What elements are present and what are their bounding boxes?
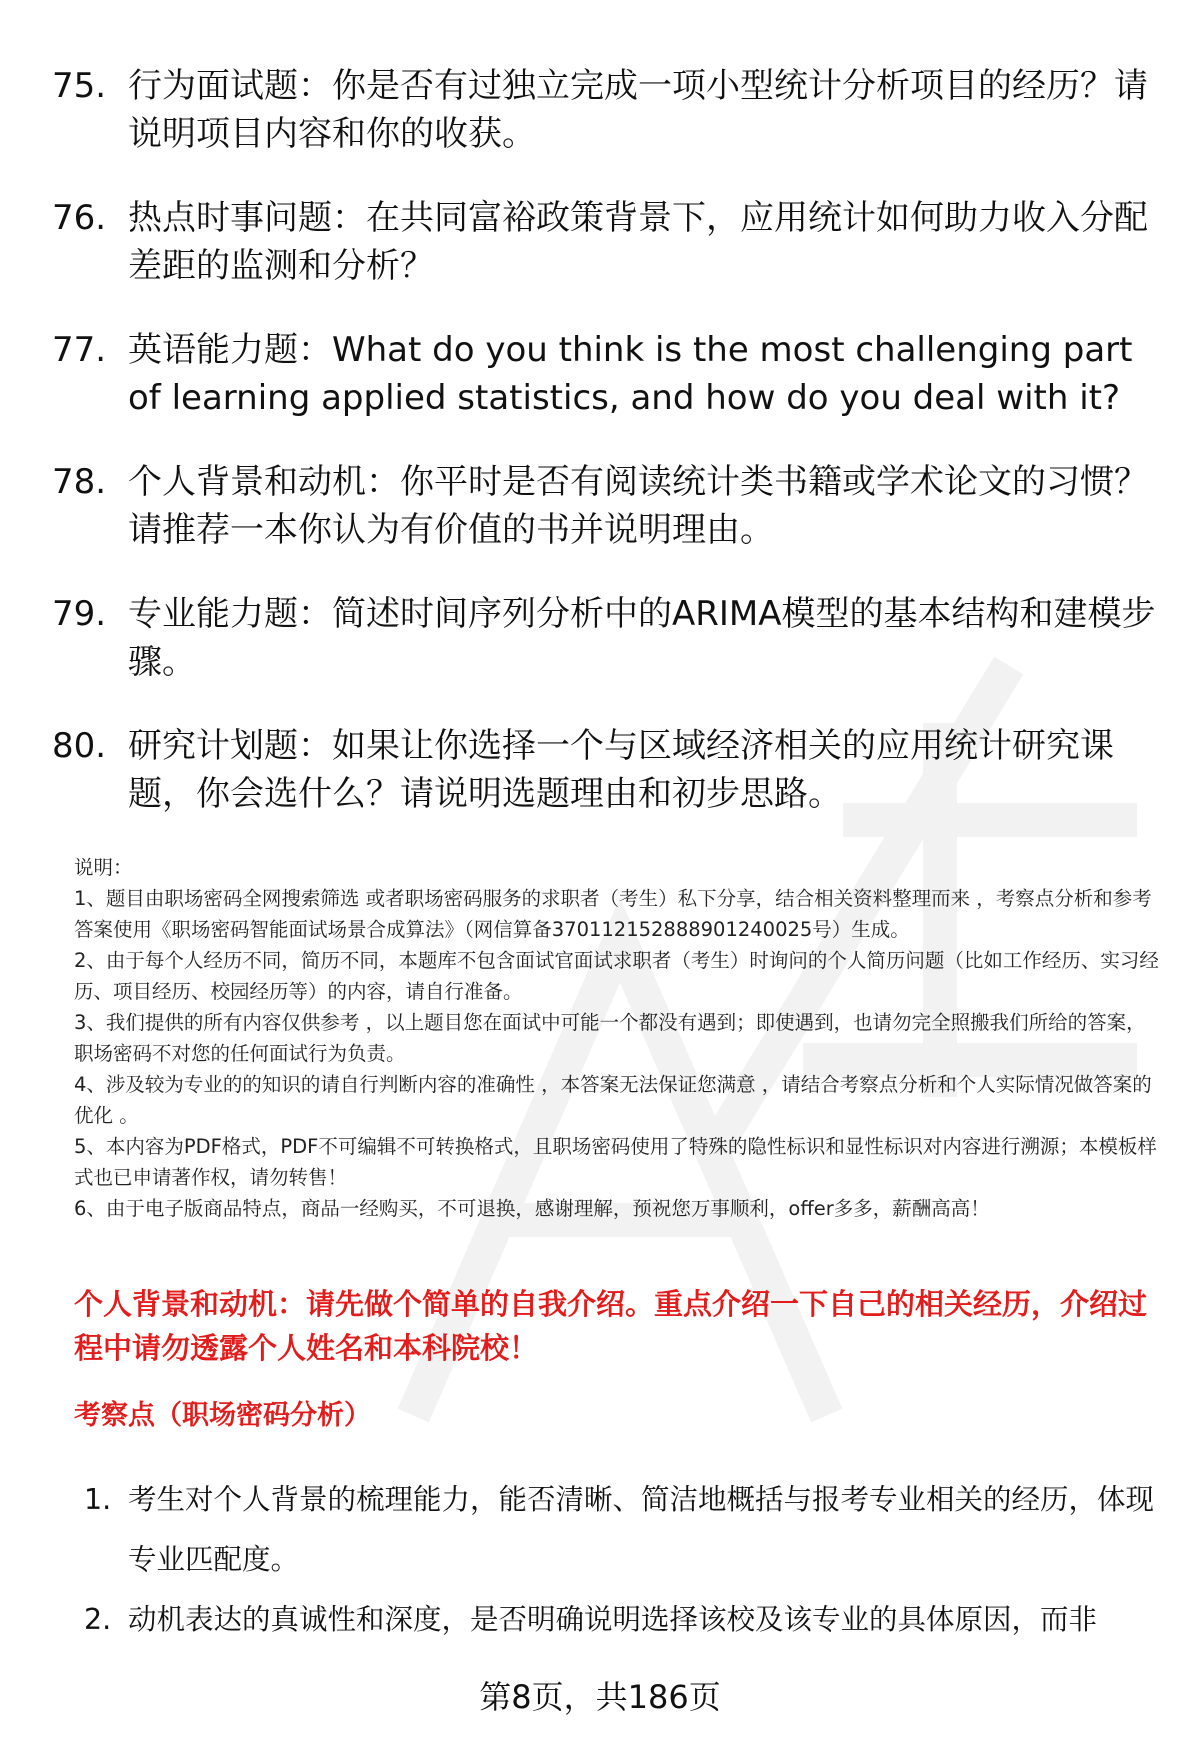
- note-item: 6、由于电子版商品特点，商品一经购买，不可退换，感谢理解，预祝您万事顺利，offer多多，薪酬高高！: [74, 1197, 990, 1220]
- question-item: [52, 458, 1162, 554]
- note-item: 5、本内容为PDF格式，PDF不可编辑不可转换格式，且职场密码使用了特殊的隐性标识和显性标识对内容进行溯源；本模板样式也已申请著作权，请勿转售！: [74, 1135, 1157, 1189]
- question-item: [52, 194, 1162, 290]
- question-number: 77.: [52, 330, 107, 370]
- question-text: 行为面试题：你是否有过独立完成一项小型统计分析项目的经历？请说明项目内容和你的收获。: [128, 66, 1148, 154]
- page-footer: 第8页，共186页: [479, 1678, 721, 1716]
- notes-section: [74, 852, 1164, 1224]
- intro-question-heading: 个人背景和动机：请先做个简单的自我介绍。重点介绍一下自己的相关经历，介绍过程中请勿透露个人姓名和本科院校！: [74, 1287, 1148, 1365]
- question-number: 78.: [52, 462, 107, 502]
- question-item: [52, 590, 1162, 686]
- point-text: 考生对个人背景的梳理能力，能否清晰、简洁地概括与报考专业相关的经历，体现专业匹配度。: [128, 1483, 1155, 1576]
- question-text: 英语能力题：What do you think is the most challenging part of learning applied statistics, and how do you deal with it?: [128, 330, 1133, 418]
- question-number: 79.: [52, 594, 107, 634]
- question-number: 76.: [52, 198, 107, 238]
- note-item: 3、我们提供的所有内容仅供参考 ，以上题目您在面试中可能一个都没有遇到；即使遇到，也请勿完全照搬我们所给的答案，职场密码不对您的任何面试行为负责。: [74, 1011, 1146, 1065]
- note-item: 2、由于每个人经历不同，简历不同，本题库不包含面试官面试求职者（考生）时询问的个人简历问题（比如工作经历、实习经历、项目经历、校园经历等）的内容，请自行准备。: [74, 949, 1159, 1003]
- analysis-point: [84, 1470, 1164, 1590]
- question-number: 75.: [52, 66, 107, 106]
- question-number: 80.: [52, 726, 107, 766]
- question-text: 个人背景和动机：你平时是否有阅读统计类书籍或学术论文的习惯？请推荐一本你认为有价值的书并说明理由。: [128, 462, 1148, 550]
- analysis-point: [84, 1590, 1164, 1650]
- question-list: [52, 62, 1162, 854]
- point-text: 动机表达的真诚性和深度，是否明确说明选择该校及该专业的具体原因，而非: [128, 1603, 1098, 1636]
- analysis-title: 考察点（职场密码分析）: [74, 1400, 371, 1431]
- note-item: 1、题目由职场密码全网搜索筛选 或者职场密码服务的求职者（考生）私下分享，结合相关资料整理而来 ，考察点分析和参考答案使用《职场密码智能面试场景合成算法》（网信算备370112152888901240025号）生成。: [74, 887, 1152, 941]
- question-item: [52, 722, 1162, 818]
- question-item: [52, 62, 1162, 158]
- question-text: 研究计划题：如果让你选择一个与区域经济相关的应用统计研究课题，你会选什么？请说明选题理由和初步思路。: [128, 726, 1114, 814]
- note-item: 4、涉及较为专业的的知识的请自行判断内容的准确性 ，本答案无法保证您满意 ，请结合考察点分析和个人实际情况做答案的优化 。: [74, 1073, 1152, 1127]
- question-text: 专业能力题：简述时间序列分析中的ARIMA模型的基本结构和建模步骤。: [128, 594, 1156, 682]
- question-text: 热点时事问题：在共同富裕政策背景下，应用统计如何助力收入分配差距的监测和分析？: [128, 198, 1148, 286]
- point-number: 2.: [84, 1603, 112, 1636]
- analysis-points: [84, 1470, 1164, 1650]
- notes-heading: 说明：: [74, 856, 133, 879]
- question-item: [52, 326, 1162, 422]
- point-number: 1.: [84, 1483, 112, 1516]
